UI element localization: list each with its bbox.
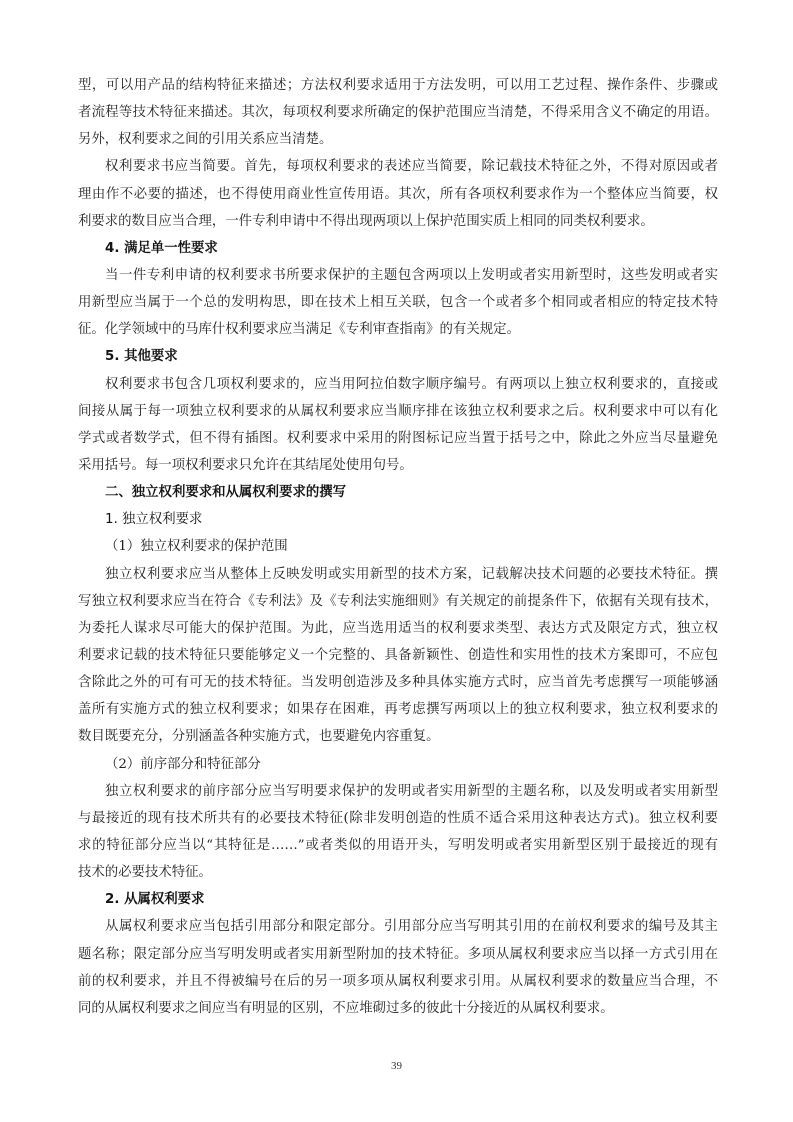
paragraph-line: 求的特征部分应当以“其特征是……”或者类似的用语开头，写明发明或者实用新型区别于最接近的现有 (78, 837, 718, 853)
paragraph-line: 者流程等技术特征来描述。其次，每项权利要求所确定的保护范围应当清楚，不得采用含义不确定的用语。 (78, 105, 718, 121)
paragraph-dependent (78, 913, 718, 1022)
paragraph-conciseness (78, 153, 718, 234)
paragraph-line: 数目既要充分，分别涵盖各种实施方式，也要避免内容重复。 (78, 729, 440, 745)
page-body (78, 72, 718, 1022)
paragraph-line: 利要求记载的技术特征只要能够定义一个完整的、具备新颖性、创造性和实用性的技术方案即可，不应包 (78, 647, 718, 663)
paragraph-line: 与最接近的现有技术所共有的必要技术特征(除非发明创造的性质不适合采用这种表达方式)。独立权利要 (78, 810, 718, 826)
paragraph-line: 同的从属权利要求之间应当有明显的区别，不应堆砌过多的彼此十分接近的从属权利要求。 (78, 1000, 614, 1016)
item-heading-scope: （1）独立权利要求的保护范围 (105, 539, 288, 555)
paragraph-line: 从属权利要求应当包括引用部分和限定部分。引用部分应当写明其引用的在前权利要求的编号及其主 (105, 919, 718, 935)
paragraph-line: 权利要求书应当简要。首先，每项权利要求的表述应当简要，除记载技术特征之外，不得对原因或者 (105, 159, 718, 175)
subsection-heading-other: 5. 其他要求 (105, 349, 178, 365)
subsection-heading-dependent: 2. 从属权利要求 (105, 892, 205, 908)
paragraph-line: 征。化学领域中的马库什权利要求应当满足《专利审查指南》的有关规定。 (78, 322, 520, 338)
paragraph-line: 采用括号。每一项权利要求只允许在其结尾处使用句号。 (78, 457, 413, 473)
paragraph-line: 权利要求书包含几项权利要求的，应当用阿拉伯数字顺序编号。有两项以上独立权利要求的，直接或 (105, 376, 718, 392)
paragraph-line: 学式或者数学式，但不得有插图。权利要求中采用的附图标记应当置于括号之中，除此之外应当尽量避免 (78, 430, 718, 446)
paragraph-line: 写独立权利要求应当在符合《专利法》及《专利法实施细则》有关规定的前提条件下，依据有关现有技术， (78, 593, 718, 609)
paragraph-line: 另外，权利要求之间的引用关系应当清楚。 (78, 132, 333, 148)
paragraph-line: 前的权利要求，并且不得被编号在后的另一项多项从属权利要求引用。从属权利要求的数量应当合理，不 (78, 973, 718, 989)
paragraph-unity (78, 262, 718, 343)
paragraph-line: 含除此之外的可有可无的技术特征。当发明创造涉及多种具体实施方式时，应当首先考虑撰写一项能够涵 (78, 675, 718, 691)
paragraph-line: 为委托人谋求尽可能大的保护范围。为此，应当选用适当的权利要求类型、表达方式及限定方式，独立权 (78, 620, 718, 636)
paragraph-line: 理由作不必要的描述，也不得使用商业性宣传用语。其次，所有各项权利要求作为一个整体应当简要，权 (78, 186, 718, 202)
paragraph-line: 利要求的数目应当合理，一件专利申请中不得出现两项以上保护范围实质上相同的同类权利要求。 (78, 213, 654, 229)
paragraph-line: 间接从属于每一项独立权利要求的从属权利要求应当顺序排在该独立权利要求之后。权利要求中可以有化 (78, 403, 718, 419)
subsection-heading-independent: 1. 独立权利要求 (105, 512, 203, 528)
paragraph-line: 盖所有实施方式的独立权利要求；如果存在困难，再考虑撰写两项以上的独立权利要求，独立权利要求的 (78, 702, 718, 718)
paragraph-scope (78, 561, 718, 751)
paragraph-continued (78, 72, 718, 153)
paragraph-other (78, 371, 718, 480)
item-heading-preamble: （2）前序部分和特征部分 (105, 756, 261, 772)
paragraph-line: 用新型应当属于一个总的发明构思，即在技术上相互关联，包含一个或者多个相同或者相应的特定技术特 (78, 295, 718, 311)
paragraph-preamble (78, 778, 718, 887)
paragraph-line: 独立权利要求应当从整体上反映发明或实用新型的技术方案，记载解决技术问题的必要技术特征。撰 (105, 566, 718, 582)
paragraph-line: 题名称；限定部分应当写明发明或者实用新型附加的技术特征。多项从属权利要求应当以择一方式引用在 (78, 946, 718, 962)
subsection-heading-unity: 4. 满足单一性要求 (105, 240, 218, 256)
paragraph-line: 独立权利要求的前序部分应当写明要求保护的发明或者实用新型的主题名称，以及发明或者实用新型 (105, 783, 718, 799)
section-heading: 二、独立权利要求和从属权利要求的撰写 (105, 485, 347, 501)
paragraph-line: 当一件专利申请的权利要求书所要求保护的主题包含两项以上发明或者实用新型时，这些发明或者实 (105, 267, 718, 283)
paragraph-line: 技术的必要技术特征。 (78, 865, 212, 881)
paragraph-line: 型，可以用产品的结构特征来描述；方法权利要求适用于方法发明，可以用工艺过程、操作条件、步骤或 (78, 78, 718, 93)
page-number: 39 (391, 1060, 402, 1072)
